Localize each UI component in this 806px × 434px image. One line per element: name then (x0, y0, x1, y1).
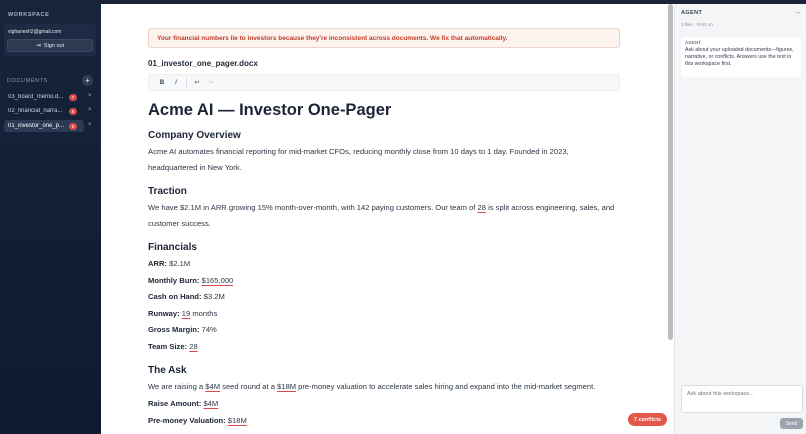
ask-text: We are raising a (148, 382, 206, 391)
cash-label: Cash on Hand: (148, 292, 202, 301)
close-document-icon[interactable]: × (88, 93, 92, 99)
bold-button[interactable]: B (159, 79, 165, 86)
account-box (4, 24, 96, 56)
document-item-board-memo[interactable] (4, 91, 84, 103)
add-document-button[interactable]: + (82, 75, 93, 86)
agent-panel (674, 4, 806, 434)
heading-financials: Financials (148, 242, 197, 253)
raise-row (148, 396, 618, 413)
premoney-row (148, 413, 618, 430)
italic-button[interactable]: I (175, 79, 177, 86)
flagged-ask-amount[interactable]: $4M (205, 382, 221, 391)
document-item-investor-one-pager[interactable] (4, 120, 84, 132)
flagged-runway-value[interactable]: 19 (181, 308, 191, 318)
document-filename: 01_investor_one_pager.docx (148, 59, 258, 68)
burn-label: Monthly Burn: (148, 275, 200, 285)
document-editor (101, 4, 674, 434)
sign-out-icon: ⇥ (35, 43, 41, 49)
document-item-financial-narrative[interactable] (4, 105, 84, 117)
runway-row (148, 306, 618, 323)
user-email: vighanesh2@gmail.com (8, 29, 62, 35)
burn-row (148, 273, 618, 290)
flagged-team-value[interactable]: 28 (189, 341, 198, 351)
info-banner: Your financial numbers lie to investors because they're inconsistent across documents. We fix that automatically. (148, 28, 620, 48)
sidebar (0, 4, 101, 434)
documents-title: DOCUMENTS (7, 78, 48, 84)
team-row (148, 339, 618, 356)
conflict-count-badge: 8 (69, 108, 77, 115)
undo-icon[interactable]: ↩ (194, 80, 200, 86)
conflict-count-badge: 8 (69, 123, 77, 130)
heading-the-ask: The Ask (148, 365, 187, 376)
agent-message (681, 37, 801, 77)
team-label: Team Size: (148, 341, 188, 351)
redo-icon[interactable]: ↪ (208, 80, 214, 86)
workspace-title: WORKSPACE (8, 12, 50, 18)
traction-paragraph (148, 200, 618, 232)
arr-label: ARR: (148, 259, 167, 268)
close-document-icon[interactable]: × (88, 107, 92, 113)
heading-traction: Traction (148, 186, 187, 197)
document-name: 03_board_memo.d... (8, 94, 64, 100)
margin-row (148, 322, 618, 339)
arrow-right-icon[interactable]: → (794, 9, 801, 16)
document-name: 02_financial_narra... (8, 108, 63, 114)
flagged-raise-value[interactable]: $4M (203, 399, 219, 408)
formatting-toolbar (148, 74, 620, 91)
runway-label: Runway: (148, 308, 180, 318)
cash-value: $3.2M (203, 292, 225, 301)
margin-value: 74% (201, 325, 217, 334)
heading-company-overview: Company Overview (148, 130, 241, 141)
sign-out-label: Sign out (43, 42, 65, 49)
ask-text: pre-money valuation to accelerate sales hiring and expand into the mid-market segment. (296, 382, 596, 391)
flagged-team-size[interactable]: 28 (477, 203, 486, 212)
flagged-burn-value[interactable]: $165,000 (201, 275, 234, 285)
agent-status: 3 files · RAG on (681, 22, 713, 27)
ask-paragraph (148, 379, 618, 395)
traction-text: is split across engineering, sales, and customer success. (148, 203, 615, 228)
flagged-premoney-value[interactable]: $18M (227, 415, 247, 425)
conflicts-button[interactable]: 7 conflicts (628, 413, 667, 426)
document-name: 01_investor_one_p... (8, 123, 65, 129)
document-content[interactable] (148, 100, 618, 429)
premoney-label: Pre-money Valuation: (148, 415, 226, 425)
flagged-ask-valuation[interactable]: $18M (277, 382, 297, 391)
traction-text: We have $2.1M in ARR growing 15% month-over-month, with 142 paying customers. Our team of (148, 203, 478, 212)
margin-label: Gross Margin: (148, 325, 200, 334)
arr-value: $2.1M (169, 259, 191, 268)
close-document-icon[interactable]: × (88, 122, 92, 128)
cash-row (148, 289, 618, 306)
ask-text: seed round at a (220, 382, 278, 391)
toolbar-divider (186, 78, 187, 87)
agent-message-label: AGENT (685, 40, 702, 45)
arr-row (148, 256, 618, 273)
document-title: Acme AI — Investor One-Pager (148, 101, 392, 119)
runway-unit: months (192, 308, 218, 318)
agent-chat-input[interactable] (681, 385, 803, 413)
agent-message-text: Ask about your uploaded documents—figures, narrative, or conflicts. Answers use the text in this workspace first. (685, 47, 794, 67)
agent-title: AGENT (681, 10, 703, 16)
sign-out-button[interactable] (7, 39, 93, 52)
editor-scrollbar[interactable] (668, 4, 673, 340)
overview-paragraph: Acme AI automates financial reporting for mid-market CFOs, reducing monthly close from 10 days to 1 day. Founded in 2023, headquartered in New York. (148, 147, 569, 172)
raise-label: Raise Amount: (148, 399, 202, 408)
send-button[interactable]: Send (780, 418, 803, 429)
conflict-count-badge: 7 (69, 94, 77, 101)
